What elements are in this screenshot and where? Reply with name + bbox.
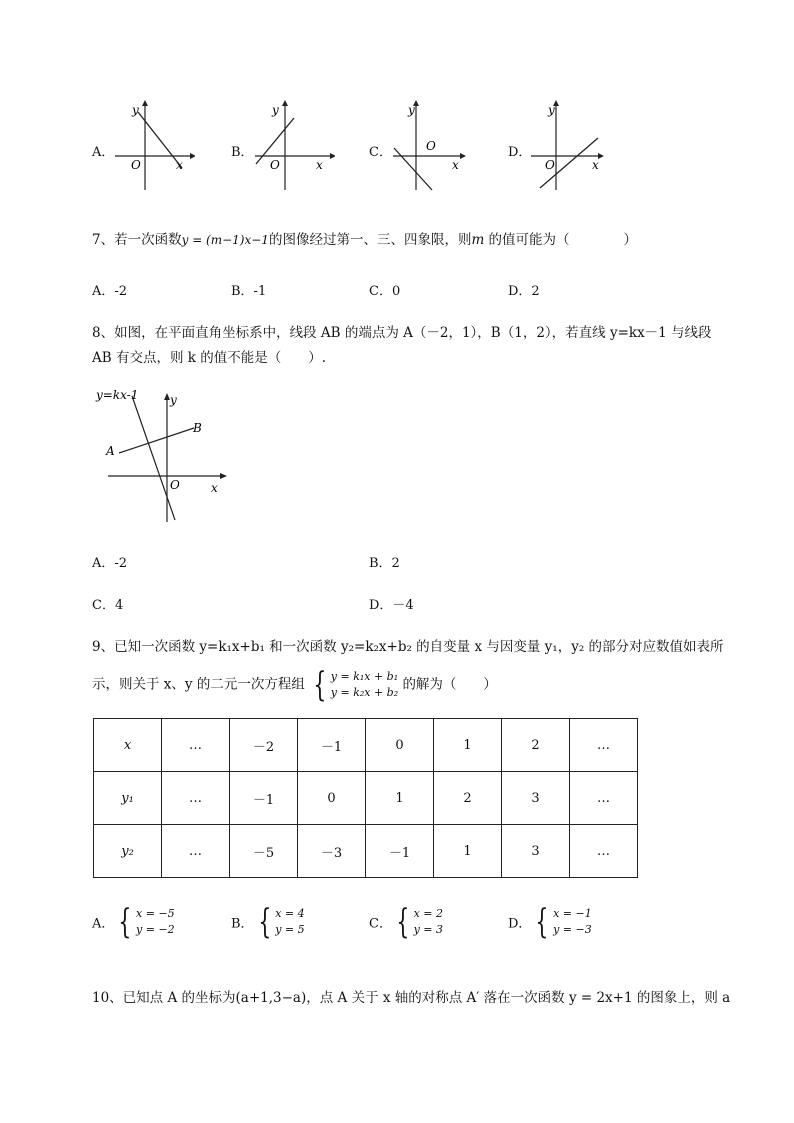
q9-option-a-brace: { — [118, 902, 132, 942]
q9-option-a-label: A． — [92, 916, 115, 932]
table-cell: 2 — [502, 719, 570, 772]
q6-graph-c — [388, 98, 473, 194]
q8-a-label: A — [106, 444, 115, 458]
q7-option-c: C．0 — [369, 284, 401, 299]
table-cell: 1 — [366, 772, 434, 825]
q8-question-line1: 8、如图，在平面直角坐标系中，线段 AB 的端点为 A（－2，1），B（1，2），若直线 y=kx－1 与线段 — [92, 325, 712, 341]
q8-y-label: y — [170, 393, 177, 407]
q7-question — [92, 228, 637, 248]
q6-option-b-label: B． — [231, 145, 254, 160]
q8-figure — [90, 382, 240, 527]
q9-option-d — [508, 902, 592, 942]
table-cell: －1 — [298, 719, 366, 772]
table-cell: … — [570, 719, 638, 772]
q6-b-y: y — [272, 103, 279, 117]
table-cell: 2 — [434, 772, 502, 825]
q9-option-a-line2: y = −2 — [136, 923, 175, 936]
q9-option-d-line1: x = −1 — [553, 907, 592, 920]
q9-option-b-brace: { — [257, 902, 271, 942]
q6-c-y: y — [408, 103, 415, 117]
q7-option-a: A．-2 — [92, 284, 128, 299]
q6-a-o: O — [131, 158, 141, 172]
q9-question-line1: 9、已知一次函数 y=k₁x+b₁ 和一次函数 y₂=k₂x+b₂ 的自变量 x 与因变量 y₁，y₂ 的部分对应数值如表所 — [92, 639, 724, 655]
q8-line-label: y=kx-1 — [96, 388, 139, 402]
table-cell: －1 — [230, 772, 298, 825]
q6-d-o: O — [545, 158, 555, 172]
q7-var: m — [471, 232, 485, 248]
q6-d-x: x — [592, 158, 599, 172]
q9-option-d-line2: y = −3 — [553, 923, 592, 936]
q9-sys-line1: y = k₁x + b₁ — [330, 670, 399, 683]
q6-c-o: O — [426, 139, 436, 153]
table-cell: y₁ — [94, 772, 162, 825]
q9-equation-system — [309, 665, 399, 705]
q9-option-d-brace: { — [535, 902, 549, 942]
table-cell: －2 — [230, 719, 298, 772]
table-cell: … — [570, 825, 638, 878]
q7-option-d: D．2 — [508, 284, 540, 299]
table-cell: x — [94, 719, 162, 772]
q6-option-d-label: D． — [508, 145, 532, 160]
table-cell: 1 — [434, 719, 502, 772]
q9-option-c-label: C． — [369, 916, 392, 932]
q6-c-x: x — [452, 158, 459, 172]
table-row — [94, 825, 638, 878]
table-row — [94, 772, 638, 825]
q6-b-x: x — [316, 158, 323, 172]
table-cell: … — [570, 772, 638, 825]
table-cell: 1 — [434, 825, 502, 878]
table-cell: 3 — [502, 825, 570, 878]
q9-option-c-line2: y = 3 — [413, 923, 444, 936]
q6-d-y: y — [548, 103, 555, 117]
table-cell: 3 — [502, 772, 570, 825]
q9-option-b-line2: y = 5 — [275, 923, 305, 936]
q8-b-label: B — [193, 421, 202, 435]
table-cell: －3 — [298, 825, 366, 878]
q9-option-a — [92, 902, 175, 942]
q9-option-b — [231, 902, 305, 942]
q9-values-table — [93, 718, 638, 878]
q9-sys-line2: y = k₂x + b₂ — [330, 686, 399, 699]
q8-question-line2: AB 有交点，则 k 的值不能是（ ）. — [92, 350, 327, 366]
q7-suffix: 的值可能为（ ） — [484, 232, 638, 248]
table-cell: 0 — [366, 719, 434, 772]
q9-option-d-label: D． — [508, 916, 532, 932]
table-row — [94, 719, 638, 772]
table-cell: … — [162, 825, 230, 878]
q9-line2-pre: 示，则关于 x、y 的二元一次方程组 — [92, 676, 305, 693]
q6-b-o: O — [270, 158, 280, 172]
q8-x-label: x — [211, 481, 218, 495]
q8-option-a: A．-2 — [92, 556, 128, 571]
q10-question: 10、已知点 A 的坐标为(a+1,3−a)，点 A 关于 x 轴的对称点 A′ 落在一次函数 y = 2x+1 的图象上，则 a — [92, 990, 731, 1006]
q9-brace: { — [313, 665, 327, 705]
table-cell: … — [162, 719, 230, 772]
table-cell: 0 — [298, 772, 366, 825]
q8-option-d: D．－4 — [369, 598, 414, 613]
q7-middle: 的图像经过第一、三、四象限，则 — [268, 232, 472, 248]
q6-option-c-label: C． — [369, 145, 392, 160]
q8-option-b: B．2 — [369, 556, 400, 571]
table-cell: －5 — [230, 825, 298, 878]
q7-prefix: 7、若一次函数 — [92, 232, 182, 248]
q7-formula: y = (m−1)x−1 — [181, 233, 269, 247]
q6-option-a-label: A． — [92, 145, 115, 160]
q8-option-c: C．4 — [92, 598, 124, 613]
q9-option-a-line1: x = −5 — [136, 907, 175, 920]
q6-graph-b — [250, 98, 335, 194]
q7-option-b: B．-1 — [231, 284, 267, 299]
q9-question-line2 — [92, 665, 497, 705]
q6-graph-a — [110, 98, 195, 194]
q9-option-b-label: B． — [231, 916, 254, 932]
table-cell: －1 — [366, 825, 434, 878]
q8-o-label: O — [170, 478, 180, 492]
table-cell: … — [162, 772, 230, 825]
q9-option-c — [369, 902, 444, 942]
q9-option-c-brace: { — [396, 902, 410, 942]
q6-graph-d — [528, 98, 613, 194]
q9-line2-post: 的解为（ ） — [402, 676, 497, 693]
q9-option-c-line1: x = 2 — [413, 907, 444, 920]
q9-option-b-line1: x = 4 — [275, 907, 305, 920]
q6-a-x: x — [176, 158, 183, 172]
table-cell: y₂ — [94, 825, 162, 878]
q6-a-y: y — [132, 103, 139, 117]
